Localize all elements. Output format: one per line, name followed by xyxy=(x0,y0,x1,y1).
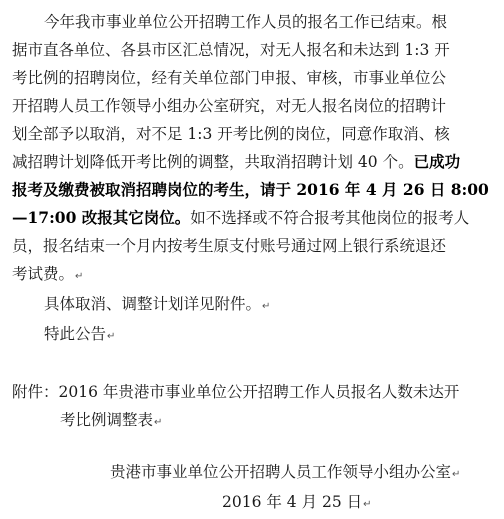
paragraph-1-line-6-normal: 减招聘计划降低开考比例的调整，共取消招聘计划 40 个。 xyxy=(12,153,414,171)
attachment-line-1: 附件：2016 年贵港市事业单位公开招聘工作人员报名人数未达开 xyxy=(12,383,460,401)
attachment-line-2-text: 考比例调整表 xyxy=(60,411,154,429)
signature-date-text: 2016 年 4 月 25 日 xyxy=(222,493,363,511)
paragraph-1-line-2: 据市直各单位、各县市区汇总情况，对无人报名和未达到 1:3 开 xyxy=(12,41,450,59)
paragraph-1-line-6 xyxy=(12,152,460,172)
paragraph-mark-icon: ↵ xyxy=(363,499,372,510)
paragraph-1-line-1: 今年我市事业单位公开招聘工作人员的报名工作已结束。根 xyxy=(44,13,448,31)
paragraph-1-line-10 xyxy=(12,264,83,284)
paragraph-1-line-5: 划全部予以取消，对不足 1:3 开考比例的岗位，同意作取消、核 xyxy=(12,125,450,143)
paragraph-1-line-8 xyxy=(12,208,469,228)
paragraph-mark-icon: ↵ xyxy=(262,301,271,312)
paragraph-1-line-9: 员，报名结束一个月内按考生原支付账号通过网上银行系统退还 xyxy=(12,237,447,255)
attachment-line-2 xyxy=(60,410,162,430)
paragraph-1-line-8-normal: 如不选择或不符合报考其他岗位的报考人 xyxy=(190,209,470,227)
paragraph-mark-icon: ↵ xyxy=(75,271,84,282)
paragraph-1-line-10-text: 考试费。 xyxy=(12,265,75,283)
paragraph-1-line-6-bold: 已成功 xyxy=(413,152,461,171)
paragraph-1-line-7: 报考及缴费被取消招聘岗位的考生，请于 2016 年 4 月 26 日 8:00 xyxy=(12,180,489,199)
paragraph-mark-icon: ↵ xyxy=(452,469,461,480)
paragraph-1-line-3: 考比例的招聘岗位，经有关单位部门申报、审核，市事业单位公 xyxy=(12,69,447,87)
paragraph-2 xyxy=(44,294,270,314)
signature-organization xyxy=(110,462,460,482)
paragraph-mark-icon: ↵ xyxy=(107,331,116,342)
paragraph-2-text: 具体取消、调整计划详见附件。 xyxy=(44,295,262,313)
paragraph-1-line-8-bold: —17:00 改报其它岗位。 xyxy=(12,208,191,227)
paragraph-1-line-4: 开招聘人员工作领导小组办公室研究，对无人报名岗位的招聘计 xyxy=(12,97,447,115)
signature-date xyxy=(222,492,372,512)
paragraph-3-text: 特此公告 xyxy=(44,325,107,343)
paragraph-mark-icon: ↵ xyxy=(154,417,163,428)
paragraph-3 xyxy=(44,324,115,344)
signature-organization-text: 贵港市事业单位公开招聘人员工作领导小组办公室 xyxy=(110,463,452,481)
